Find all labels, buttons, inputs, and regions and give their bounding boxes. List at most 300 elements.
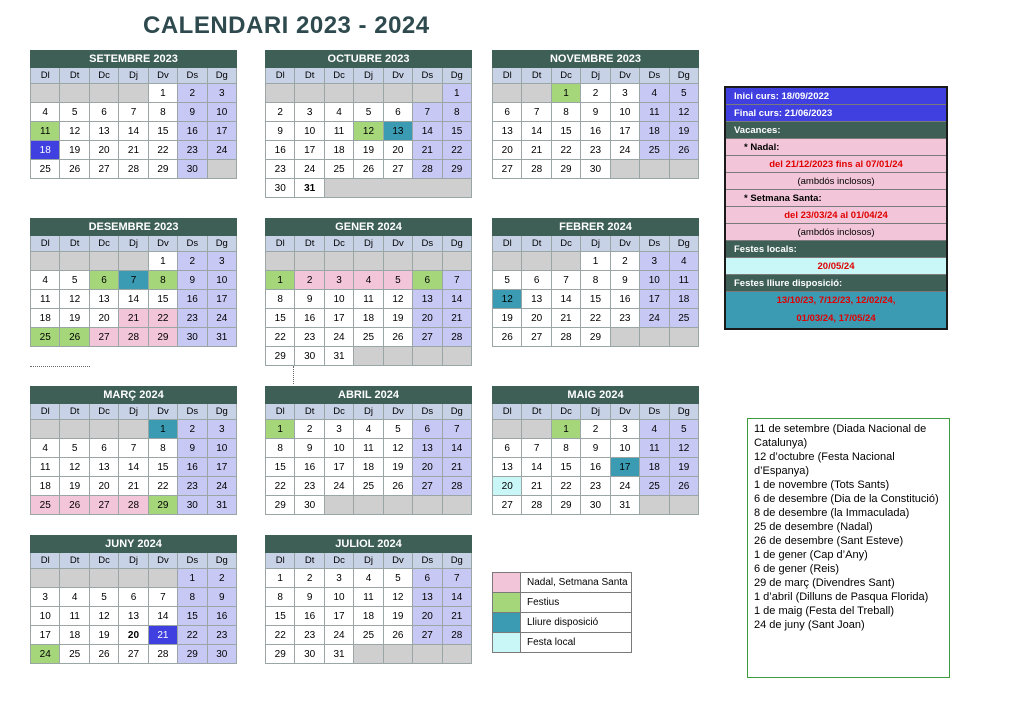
day-cell: 10 — [610, 103, 639, 122]
week-row — [493, 328, 699, 347]
day-cell: 3 — [295, 103, 324, 122]
day-cell: 6 — [89, 103, 118, 122]
weekday-header: Ds — [178, 236, 207, 252]
day-cell: 25 — [60, 645, 89, 664]
day-cell: 11 — [31, 122, 60, 141]
month-title: SETEMBRE 2023 — [31, 51, 237, 68]
week-row — [493, 84, 699, 103]
day-cell: 20 — [89, 477, 118, 496]
day-cell — [207, 160, 236, 179]
day-cell: 30 — [266, 179, 295, 198]
day-cell: 27 — [383, 160, 412, 179]
weekday-header: Dc — [551, 236, 580, 252]
day-cell: 26 — [383, 477, 412, 496]
day-cell: 11 — [354, 439, 383, 458]
month-title: GENER 2024 — [266, 219, 472, 236]
day-cell: 9 — [178, 439, 207, 458]
legend-label: Festius — [521, 593, 632, 613]
day-cell: 24 — [610, 477, 639, 496]
month-title: NOVEMBRE 2023 — [493, 51, 699, 68]
day-cell: 23 — [266, 160, 295, 179]
day-cell: 29 — [266, 645, 295, 664]
weekday-header: Ds — [640, 236, 669, 252]
holiday-item: 1 de maig (Festa del Treball) — [754, 605, 895, 617]
day-cell: 20 — [89, 309, 118, 328]
weekday-header: Dl — [31, 553, 60, 569]
day-cell: 26 — [89, 645, 118, 664]
weekday-header: Dj — [354, 553, 383, 569]
divider-dots — [293, 366, 294, 384]
month-calendar — [30, 535, 237, 664]
legend-swatch — [493, 573, 521, 593]
day-cell: 1 — [266, 420, 295, 439]
day-cell — [354, 645, 383, 664]
day-cell: 23 — [178, 141, 207, 160]
day-cell: 18 — [60, 626, 89, 645]
day-cell: 23 — [295, 626, 324, 645]
day-cell — [413, 252, 442, 271]
day-cell — [119, 569, 148, 588]
month-title: MAIG 2024 — [493, 387, 699, 404]
day-cell: 9 — [178, 271, 207, 290]
day-cell: 14 — [119, 122, 148, 141]
day-cell — [493, 420, 522, 439]
weekday-header: Dl — [266, 236, 295, 252]
day-cell: 21 — [148, 626, 177, 645]
day-cell — [669, 328, 698, 347]
week-row — [31, 309, 237, 328]
day-cell: 9 — [610, 271, 639, 290]
day-cell: 14 — [148, 607, 177, 626]
weekday-header: Dt — [522, 236, 551, 252]
weekday-header: Ds — [178, 553, 207, 569]
day-cell: 11 — [640, 103, 669, 122]
month-calendar — [265, 50, 472, 198]
day-cell: 21 — [551, 309, 580, 328]
day-cell: 20 — [522, 309, 551, 328]
week-row — [266, 645, 472, 664]
day-cell: 3 — [324, 569, 353, 588]
day-cell: 16 — [610, 290, 639, 309]
day-cell — [60, 420, 89, 439]
day-cell: 9 — [295, 290, 324, 309]
week-row — [266, 179, 472, 198]
day-cell: 7 — [551, 271, 580, 290]
day-cell: 24 — [324, 626, 353, 645]
weekday-header: Dj — [119, 236, 148, 252]
day-cell: 1 — [148, 420, 177, 439]
weekday-header: Dv — [610, 236, 639, 252]
weekday-header-row — [31, 68, 237, 84]
day-cell: 25 — [31, 496, 60, 515]
day-cell: 19 — [669, 122, 698, 141]
day-cell — [31, 84, 60, 103]
day-cell: 13 — [493, 122, 522, 141]
weekday-header: Dl — [266, 553, 295, 569]
day-cell — [266, 84, 295, 103]
holiday-item: 12 d’octubre (Festa Nacional d’Espanya) — [754, 451, 895, 477]
setmana-santa-note: (ambdós inclosos) — [726, 224, 946, 241]
holiday-item: 24 de juny (Sant Joan) — [754, 619, 865, 631]
day-cell — [442, 645, 471, 664]
day-cell: 28 — [442, 328, 471, 347]
week-row — [31, 141, 237, 160]
week-row — [493, 458, 699, 477]
weekday-header: Dl — [266, 404, 295, 420]
day-cell: 16 — [295, 309, 324, 328]
day-cell: 23 — [178, 309, 207, 328]
day-cell: 12 — [669, 439, 698, 458]
day-cell — [442, 252, 471, 271]
weekday-header: Ds — [413, 236, 442, 252]
day-cell: 6 — [383, 103, 412, 122]
day-cell: 14 — [442, 439, 471, 458]
day-cell: 15 — [148, 290, 177, 309]
holiday-item: 29 de març (Divendres Sant) — [754, 577, 895, 589]
day-cell — [413, 496, 442, 515]
day-cell: 9 — [207, 588, 236, 607]
day-cell: 22 — [178, 626, 207, 645]
day-cell: 10 — [324, 588, 353, 607]
day-cell: 23 — [178, 477, 207, 496]
weekday-header: Dc — [324, 68, 353, 84]
month-calendar — [265, 218, 472, 366]
weekday-header: Dt — [60, 236, 89, 252]
weekday-header-row — [31, 404, 237, 420]
day-cell: 3 — [610, 420, 639, 439]
day-cell: 4 — [354, 271, 383, 290]
weekday-header: Dt — [60, 68, 89, 84]
day-cell: 8 — [148, 103, 177, 122]
day-cell: 10 — [31, 607, 60, 626]
day-cell: 18 — [31, 309, 60, 328]
day-cell: 17 — [295, 141, 324, 160]
day-cell — [60, 569, 89, 588]
day-cell: 12 — [383, 588, 412, 607]
month-header-row — [266, 536, 472, 553]
vacances-label: Vacances: — [726, 122, 946, 139]
weekday-header: Dt — [60, 553, 89, 569]
day-cell: 5 — [669, 84, 698, 103]
day-cell: 29 — [551, 496, 580, 515]
day-cell — [551, 252, 580, 271]
lliure-disposicio-dates-2: 01/03/24, 17/05/24 — [726, 310, 946, 328]
day-cell: 14 — [551, 290, 580, 309]
day-cell — [383, 496, 412, 515]
day-cell: 2 — [295, 420, 324, 439]
day-cell: 12 — [60, 458, 89, 477]
day-cell: 2 — [295, 271, 324, 290]
week-row — [266, 160, 472, 179]
day-cell: 11 — [669, 271, 698, 290]
day-cell: 3 — [324, 271, 353, 290]
day-cell: 30 — [581, 496, 610, 515]
day-cell: 20 — [413, 309, 442, 328]
month-header-row — [266, 51, 472, 68]
festes-locals-label: Festes locals: — [726, 241, 946, 258]
weekday-header: Dc — [324, 404, 353, 420]
day-cell: 9 — [295, 439, 324, 458]
legend-item — [493, 573, 632, 593]
month-title: JUNY 2024 — [31, 536, 237, 553]
day-cell: 12 — [383, 290, 412, 309]
weekday-header: Dl — [31, 236, 60, 252]
weekday-header-row — [266, 68, 472, 84]
weekday-header: Dv — [148, 553, 177, 569]
day-cell: 27 — [89, 160, 118, 179]
day-cell: 3 — [610, 84, 639, 103]
month-calendar — [492, 50, 699, 179]
day-cell: 17 — [324, 458, 353, 477]
day-cell: 13 — [383, 122, 412, 141]
weekday-header: Dv — [383, 236, 412, 252]
day-cell: 19 — [669, 458, 698, 477]
day-cell: 14 — [119, 458, 148, 477]
day-cell: 27 — [413, 626, 442, 645]
weekday-header-row — [493, 236, 699, 252]
day-cell — [89, 84, 118, 103]
week-row — [266, 588, 472, 607]
day-cell: 7 — [148, 588, 177, 607]
day-cell: 6 — [493, 439, 522, 458]
day-cell: 28 — [119, 496, 148, 515]
holiday-item: 11 de setembre (Diada Nacional de Catalunya) — [754, 423, 927, 449]
day-cell — [383, 84, 412, 103]
week-row — [266, 347, 472, 366]
divider-dots — [30, 366, 90, 367]
week-row — [266, 328, 472, 347]
day-cell — [413, 645, 442, 664]
weekday-header: Dj — [354, 404, 383, 420]
day-cell: 21 — [442, 458, 471, 477]
weekday-header: Dj — [581, 68, 610, 84]
day-cell: 9 — [178, 103, 207, 122]
day-cell: 1 — [266, 569, 295, 588]
day-cell: 28 — [119, 328, 148, 347]
day-cell: 28 — [442, 626, 471, 645]
day-cell — [640, 496, 669, 515]
day-cell: 3 — [31, 588, 60, 607]
legend-swatch — [493, 613, 521, 633]
day-cell: 22 — [581, 309, 610, 328]
weekday-header: Dt — [60, 404, 89, 420]
day-cell: 27 — [89, 328, 118, 347]
day-cell — [324, 84, 353, 103]
month-header-row — [31, 536, 237, 553]
day-cell: 29 — [266, 496, 295, 515]
day-cell: 19 — [383, 607, 412, 626]
day-cell: 27 — [119, 645, 148, 664]
day-cell — [324, 179, 471, 198]
day-cell — [669, 160, 698, 179]
day-cell — [89, 252, 118, 271]
day-cell: 12 — [89, 607, 118, 626]
day-cell: 23 — [610, 309, 639, 328]
day-cell: 12 — [383, 439, 412, 458]
weekday-header: Dg — [669, 404, 698, 420]
day-cell: 16 — [207, 607, 236, 626]
month-header-row — [31, 387, 237, 404]
day-cell: 4 — [640, 84, 669, 103]
day-cell: 1 — [178, 569, 207, 588]
day-cell: 21 — [119, 309, 148, 328]
day-cell: 2 — [581, 420, 610, 439]
month-header-row — [31, 219, 237, 236]
weekday-header-row — [31, 236, 237, 252]
day-cell: 5 — [493, 271, 522, 290]
day-cell: 9 — [581, 439, 610, 458]
day-cell: 29 — [148, 328, 177, 347]
day-cell: 2 — [178, 84, 207, 103]
week-row — [493, 141, 699, 160]
day-cell — [119, 84, 148, 103]
day-cell: 7 — [522, 103, 551, 122]
day-cell: 12 — [669, 103, 698, 122]
day-cell: 9 — [581, 103, 610, 122]
weekday-header: Dg — [207, 236, 236, 252]
day-cell: 22 — [266, 477, 295, 496]
holiday-item: 1 de gener (Cap d’Any) — [754, 549, 868, 561]
weekday-header-row — [493, 404, 699, 420]
holiday-item: 1 d’abril (Dilluns de Pasqua Florida) — [754, 591, 929, 603]
day-cell: 4 — [31, 103, 60, 122]
day-cell — [89, 569, 118, 588]
day-cell — [522, 420, 551, 439]
day-cell: 7 — [442, 271, 471, 290]
day-cell: 30 — [295, 347, 324, 366]
week-row — [31, 607, 237, 626]
day-cell: 31 — [610, 496, 639, 515]
day-cell: 12 — [354, 122, 383, 141]
day-cell: 19 — [89, 626, 118, 645]
week-row — [31, 626, 237, 645]
month-header-row — [493, 219, 699, 236]
week-row — [31, 477, 237, 496]
day-cell: 18 — [324, 141, 353, 160]
day-cell: 15 — [148, 458, 177, 477]
day-cell: 5 — [669, 420, 698, 439]
day-cell: 6 — [413, 420, 442, 439]
week-row — [266, 626, 472, 645]
day-cell: 17 — [640, 290, 669, 309]
holiday-item: 26 de desembre (Sant Esteve) — [754, 535, 904, 547]
day-cell: 8 — [551, 439, 580, 458]
day-cell: 1 — [442, 84, 471, 103]
day-cell — [31, 420, 60, 439]
legend-swatch — [493, 593, 521, 613]
day-cell — [119, 252, 148, 271]
day-cell: 11 — [354, 588, 383, 607]
month-calendar — [30, 386, 237, 515]
day-cell: 27 — [493, 160, 522, 179]
day-cell: 3 — [324, 420, 353, 439]
day-cell: 15 — [266, 458, 295, 477]
day-cell: 1 — [551, 420, 580, 439]
weekday-header: Dg — [442, 236, 471, 252]
month-calendar — [265, 386, 472, 515]
day-cell: 13 — [89, 458, 118, 477]
day-cell: 14 — [522, 458, 551, 477]
day-cell: 16 — [178, 458, 207, 477]
day-cell: 6 — [493, 103, 522, 122]
day-cell: 24 — [207, 309, 236, 328]
day-cell: 11 — [60, 607, 89, 626]
week-row — [31, 439, 237, 458]
day-cell — [522, 252, 551, 271]
day-cell: 23 — [581, 141, 610, 160]
day-cell: 15 — [581, 290, 610, 309]
month-title: MARÇ 2024 — [31, 387, 237, 404]
day-cell — [640, 328, 669, 347]
day-cell: 10 — [324, 439, 353, 458]
day-cell: 21 — [413, 141, 442, 160]
weekday-header: Dj — [581, 404, 610, 420]
day-cell: 15 — [442, 122, 471, 141]
day-cell: 18 — [640, 458, 669, 477]
weekday-header: Ds — [413, 404, 442, 420]
day-cell: 28 — [522, 160, 551, 179]
week-row — [266, 439, 472, 458]
day-cell: 7 — [119, 103, 148, 122]
day-cell: 2 — [581, 84, 610, 103]
day-cell: 25 — [324, 160, 353, 179]
day-cell: 5 — [383, 420, 412, 439]
weekday-header: Dt — [522, 404, 551, 420]
week-row — [266, 569, 472, 588]
day-cell: 26 — [669, 141, 698, 160]
weekday-header: Dt — [295, 404, 324, 420]
day-cell: 25 — [31, 160, 60, 179]
weekday-header: Ds — [178, 68, 207, 84]
week-row — [31, 458, 237, 477]
day-cell: 7 — [522, 439, 551, 458]
day-cell — [354, 496, 383, 515]
weekday-header: Dj — [354, 68, 383, 84]
weekday-header: Dg — [669, 68, 698, 84]
legend-label: Festa local — [521, 633, 632, 653]
day-cell: 4 — [31, 439, 60, 458]
day-cell: 19 — [60, 141, 89, 160]
setmana-santa-label: * Setmana Santa: — [726, 190, 946, 207]
day-cell: 4 — [669, 252, 698, 271]
weekday-header-row — [31, 553, 237, 569]
week-row — [31, 103, 237, 122]
day-cell: 17 — [207, 458, 236, 477]
month-title: JULIOL 2024 — [266, 536, 472, 553]
day-cell: 31 — [324, 645, 353, 664]
day-cell: 13 — [522, 290, 551, 309]
day-cell — [413, 84, 442, 103]
day-cell: 30 — [178, 328, 207, 347]
day-cell: 24 — [324, 477, 353, 496]
day-cell: 20 — [493, 141, 522, 160]
weekday-header: Dc — [324, 553, 353, 569]
day-cell: 14 — [442, 588, 471, 607]
day-cell: 28 — [442, 477, 471, 496]
day-cell: 2 — [295, 569, 324, 588]
day-cell: 1 — [266, 271, 295, 290]
day-cell: 6 — [119, 588, 148, 607]
day-cell: 30 — [295, 645, 324, 664]
day-cell: 5 — [60, 271, 89, 290]
day-cell: 14 — [413, 122, 442, 141]
day-cell: 18 — [31, 141, 60, 160]
day-cell: 16 — [266, 141, 295, 160]
week-row — [266, 122, 472, 141]
day-cell: 18 — [354, 607, 383, 626]
day-cell: 25 — [669, 309, 698, 328]
day-cell: 17 — [207, 122, 236, 141]
